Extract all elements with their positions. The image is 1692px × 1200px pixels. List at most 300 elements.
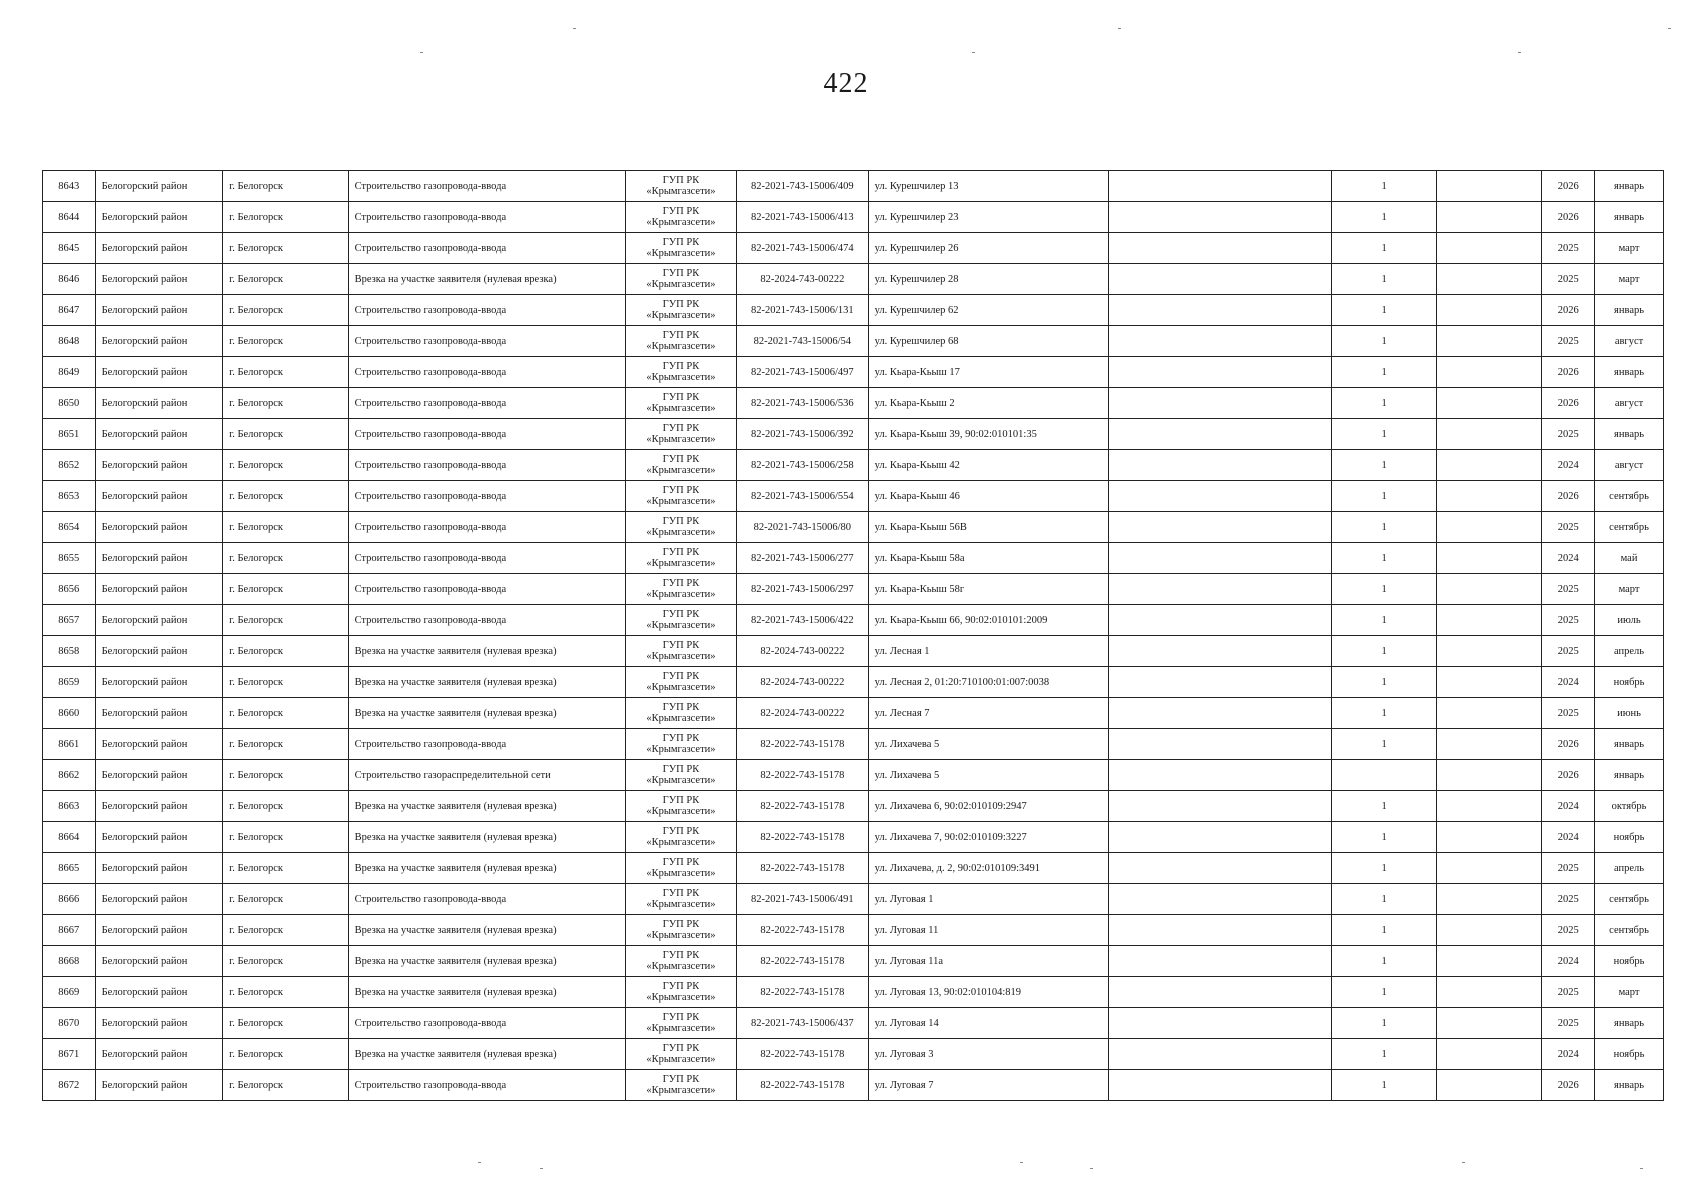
empty-cell [1109, 233, 1332, 264]
organization-name: ГУП РК [662, 516, 700, 527]
work-type-cell: Строительство газопровода-ввода [348, 574, 625, 605]
empty-cell [1437, 326, 1542, 357]
year-cell: 2025 [1542, 636, 1595, 667]
organization-brand: «Крымгазсети» [646, 713, 716, 724]
organization-name: ГУП РК [662, 206, 700, 217]
row-number-cell: 8672 [43, 1070, 96, 1101]
year-cell: 2025 [1542, 605, 1595, 636]
empty-cell [1109, 791, 1332, 822]
organization-cell [625, 574, 736, 605]
district-cell: Белогорский район [95, 419, 222, 450]
address-cell: ул. Кьара-Кьыш 58а [868, 543, 1109, 574]
address-cell: ул. Луговая 13, 90:02:010104:819 [868, 977, 1109, 1008]
city-cell: г. Белогорск [223, 419, 348, 450]
organization-brand: «Крымгазсети» [646, 434, 716, 445]
year-cell: 2026 [1542, 171, 1595, 202]
city-cell: г. Белогорск [223, 171, 348, 202]
quantity-cell: 1 [1332, 512, 1437, 543]
organization-cell [625, 357, 736, 388]
quantity-cell: 1 [1332, 1039, 1437, 1070]
district-cell: Белогорский район [95, 388, 222, 419]
city-cell: г. Белогорск [223, 1008, 348, 1039]
district-cell: Белогорский район [95, 512, 222, 543]
quantity-cell: 1 [1332, 574, 1437, 605]
district-cell: Белогорский район [95, 574, 222, 605]
quantity-cell: 1 [1332, 419, 1437, 450]
organization-name: ГУП РК [662, 950, 700, 961]
empty-cell [1437, 884, 1542, 915]
year-cell: 2026 [1542, 202, 1595, 233]
tech-conditions-code-cell: 82-2022-743-15178 [737, 915, 869, 946]
organization-cell [625, 977, 736, 1008]
organization-name: ГУП РК [662, 237, 700, 248]
table-row [43, 915, 1664, 946]
month-cell: сентябрь [1595, 481, 1664, 512]
city-cell: г. Белогорск [223, 512, 348, 543]
tech-conditions-code-cell: 82-2024-743-00222 [737, 698, 869, 729]
work-type-cell: Строительство газопровода-ввода [348, 202, 625, 233]
organization-name: ГУП РК [662, 981, 700, 992]
year-cell: 2025 [1542, 1008, 1595, 1039]
tech-conditions-code-cell: 82-2021-743-15006/409 [737, 171, 869, 202]
quantity-cell: 1 [1332, 357, 1437, 388]
tech-conditions-code-cell: 82-2021-743-15006/80 [737, 512, 869, 543]
organization-brand: «Крымгазсети» [646, 527, 716, 538]
work-type-cell: Врезка на участке заявителя (нулевая врезка) [348, 667, 625, 698]
tech-conditions-code-cell: 82-2021-743-15006/497 [737, 357, 869, 388]
empty-cell [1437, 481, 1542, 512]
tech-conditions-code-cell: 82-2021-743-15006/131 [737, 295, 869, 326]
tech-conditions-code-cell: 82-2021-743-15006/297 [737, 574, 869, 605]
empty-cell [1109, 1039, 1332, 1070]
empty-cell [1437, 946, 1542, 977]
table-row [43, 760, 1664, 791]
tech-conditions-code-cell: 82-2024-743-00222 [737, 264, 869, 295]
district-cell: Белогорский район [95, 171, 222, 202]
district-cell: Белогорский район [95, 1070, 222, 1101]
organization-cell [625, 388, 736, 419]
district-cell: Белогорский район [95, 884, 222, 915]
table-row [43, 605, 1664, 636]
organization-brand: «Крымгазсети» [646, 899, 716, 910]
address-cell: ул. Курешчилер 26 [868, 233, 1109, 264]
address-cell: ул. Кьара-Кьыш 2 [868, 388, 1109, 419]
row-number-cell: 8647 [43, 295, 96, 326]
empty-cell [1109, 1070, 1332, 1101]
quantity-cell: 1 [1332, 791, 1437, 822]
organization-cell [625, 512, 736, 543]
organization-cell [625, 1008, 736, 1039]
organization-name: ГУП РК [662, 175, 700, 186]
work-type-cell: Врезка на участке заявителя (нулевая врезка) [348, 915, 625, 946]
organization-brand: «Крымгазсети» [646, 651, 716, 662]
organization-brand: «Крымгазсети» [646, 837, 716, 848]
city-cell: г. Белогорск [223, 326, 348, 357]
quantity-cell: 1 [1332, 605, 1437, 636]
scan-speck [1668, 28, 1671, 29]
empty-cell [1437, 202, 1542, 233]
city-cell: г. Белогорск [223, 729, 348, 760]
organization-name: ГУП РК [662, 578, 700, 589]
row-number-cell: 8658 [43, 636, 96, 667]
month-cell: сентябрь [1595, 512, 1664, 543]
organization-brand: «Крымгазсети» [646, 620, 716, 631]
month-cell: январь [1595, 295, 1664, 326]
organization-name: ГУП РК [662, 361, 700, 372]
address-cell: ул. Кьара-Кьыш 66, 90:02:010101:2009 [868, 605, 1109, 636]
empty-cell [1437, 574, 1542, 605]
year-cell: 2026 [1542, 295, 1595, 326]
quantity-cell: 1 [1332, 388, 1437, 419]
organization-name: ГУП РК [662, 392, 700, 403]
district-cell: Белогорский район [95, 264, 222, 295]
district-cell: Белогорский район [95, 326, 222, 357]
scan-speck [540, 1168, 543, 1169]
work-type-cell: Строительство газопровода-ввода [348, 419, 625, 450]
empty-cell [1437, 1039, 1542, 1070]
organization-brand: «Крымгазсети» [646, 248, 716, 259]
empty-cell [1109, 450, 1332, 481]
scan-speck [1518, 52, 1521, 53]
empty-cell [1437, 357, 1542, 388]
tech-conditions-code-cell: 82-2022-743-15178 [737, 946, 869, 977]
row-number-cell: 8664 [43, 822, 96, 853]
work-type-cell: Врезка на участке заявителя (нулевая врезка) [348, 853, 625, 884]
empty-cell [1437, 295, 1542, 326]
year-cell: 2025 [1542, 233, 1595, 264]
city-cell: г. Белогорск [223, 977, 348, 1008]
tech-conditions-code-cell: 82-2021-743-15006/536 [737, 388, 869, 419]
city-cell: г. Белогорск [223, 946, 348, 977]
organization-cell [625, 853, 736, 884]
table-row [43, 791, 1664, 822]
organization-cell [625, 636, 736, 667]
month-cell: ноябрь [1595, 1039, 1664, 1070]
organization-brand: «Крымгазсети» [646, 496, 716, 507]
district-cell: Белогорский район [95, 853, 222, 884]
year-cell: 2026 [1542, 729, 1595, 760]
district-cell: Белогорский район [95, 822, 222, 853]
empty-cell [1109, 915, 1332, 946]
month-cell: январь [1595, 760, 1664, 791]
quantity-cell: 1 [1332, 946, 1437, 977]
empty-cell [1437, 915, 1542, 946]
table-row [43, 295, 1664, 326]
empty-cell [1437, 543, 1542, 574]
city-cell: г. Белогорск [223, 760, 348, 791]
quantity-cell: 1 [1332, 667, 1437, 698]
organization-name: ГУП РК [662, 330, 700, 341]
row-number-cell: 8660 [43, 698, 96, 729]
table-row [43, 636, 1664, 667]
organization-cell [625, 171, 736, 202]
address-cell: ул. Лесная 1 [868, 636, 1109, 667]
empty-cell [1109, 698, 1332, 729]
empty-cell [1109, 760, 1332, 791]
month-cell: сентябрь [1595, 915, 1664, 946]
empty-cell [1109, 822, 1332, 853]
row-number-cell: 8668 [43, 946, 96, 977]
table-row [43, 853, 1664, 884]
work-type-cell: Строительство газораспределительной сети [348, 760, 625, 791]
organization-cell [625, 543, 736, 574]
quantity-cell: 1 [1332, 884, 1437, 915]
organization-name: ГУП РК [662, 640, 700, 651]
table-row [43, 946, 1664, 977]
organization-name: ГУП РК [662, 547, 700, 558]
month-cell: июль [1595, 605, 1664, 636]
organization-name: ГУП РК [662, 764, 700, 775]
year-cell: 2025 [1542, 977, 1595, 1008]
work-type-cell: Строительство газопровода-ввода [348, 1070, 625, 1101]
city-cell: г. Белогорск [223, 388, 348, 419]
row-number-cell: 8663 [43, 791, 96, 822]
empty-cell [1437, 264, 1542, 295]
district-cell: Белогорский район [95, 543, 222, 574]
empty-cell [1109, 1008, 1332, 1039]
row-number-cell: 8650 [43, 388, 96, 419]
organization-cell [625, 667, 736, 698]
work-type-cell: Строительство газопровода-ввода [348, 326, 625, 357]
organization-brand: «Крымгазсети» [646, 682, 716, 693]
table-row [43, 233, 1664, 264]
city-cell: г. Белогорск [223, 543, 348, 574]
district-cell: Белогорский район [95, 667, 222, 698]
organization-cell [625, 450, 736, 481]
month-cell: март [1595, 977, 1664, 1008]
tech-conditions-code-cell: 82-2021-743-15006/392 [737, 419, 869, 450]
empty-cell [1437, 605, 1542, 636]
organization-brand: «Крымгазсети» [646, 930, 716, 941]
empty-cell [1109, 667, 1332, 698]
organization-cell [625, 822, 736, 853]
month-cell: июнь [1595, 698, 1664, 729]
year-cell: 2024 [1542, 946, 1595, 977]
empty-cell [1437, 636, 1542, 667]
empty-cell [1437, 822, 1542, 853]
empty-cell [1437, 388, 1542, 419]
address-cell: ул. Лихачева 6, 90:02:010109:2947 [868, 791, 1109, 822]
scan-speck [1118, 28, 1121, 29]
month-cell: март [1595, 233, 1664, 264]
city-cell: г. Белогорск [223, 264, 348, 295]
organization-cell [625, 481, 736, 512]
organization-brand: «Крымгазсети» [646, 1023, 716, 1034]
work-type-cell: Строительство газопровода-ввода [348, 481, 625, 512]
empty-cell [1437, 233, 1542, 264]
month-cell: ноябрь [1595, 822, 1664, 853]
organization-cell [625, 884, 736, 915]
organization-brand: «Крымгазсети» [646, 310, 716, 321]
district-cell: Белогорский район [95, 1008, 222, 1039]
row-number-cell: 8657 [43, 605, 96, 636]
row-number-cell: 8653 [43, 481, 96, 512]
city-cell: г. Белогорск [223, 698, 348, 729]
scan-speck [1462, 1162, 1465, 1163]
quantity-cell: 1 [1332, 1070, 1437, 1101]
empty-cell [1109, 946, 1332, 977]
work-type-cell: Строительство газопровода-ввода [348, 450, 625, 481]
quantity-cell: 1 [1332, 636, 1437, 667]
table-row [43, 822, 1664, 853]
address-cell: ул. Курешчилер 28 [868, 264, 1109, 295]
empty-cell [1437, 667, 1542, 698]
empty-cell [1437, 853, 1542, 884]
empty-cell [1109, 853, 1332, 884]
organization-brand: «Крымгазсети» [646, 279, 716, 290]
scan-speck [1020, 1162, 1023, 1163]
table-row [43, 388, 1664, 419]
district-cell: Белогорский район [95, 915, 222, 946]
tech-conditions-code-cell: 82-2022-743-15178 [737, 1070, 869, 1101]
work-type-cell: Строительство газопровода-ввода [348, 543, 625, 574]
year-cell: 2026 [1542, 760, 1595, 791]
organization-cell [625, 202, 736, 233]
row-number-cell: 8646 [43, 264, 96, 295]
tech-conditions-code-cell: 82-2022-743-15178 [737, 853, 869, 884]
year-cell: 2025 [1542, 698, 1595, 729]
organization-cell [625, 729, 736, 760]
table-row [43, 543, 1664, 574]
district-cell: Белогорский район [95, 760, 222, 791]
empty-cell [1109, 481, 1332, 512]
work-type-cell: Врезка на участке заявителя (нулевая врезка) [348, 946, 625, 977]
organization-name: ГУП РК [662, 919, 700, 930]
city-cell: г. Белогорск [223, 884, 348, 915]
table-row [43, 1070, 1664, 1101]
table-row [43, 202, 1664, 233]
organization-name: ГУП РК [662, 826, 700, 837]
empty-cell [1437, 791, 1542, 822]
address-cell: ул. Луговая 3 [868, 1039, 1109, 1070]
empty-cell [1109, 295, 1332, 326]
organization-name: ГУП РК [662, 299, 700, 310]
month-cell: март [1595, 574, 1664, 605]
row-number-cell: 8649 [43, 357, 96, 388]
table-row [43, 977, 1664, 1008]
tech-conditions-code-cell: 82-2021-743-15006/437 [737, 1008, 869, 1039]
district-cell: Белогорский район [95, 357, 222, 388]
year-cell: 2024 [1542, 822, 1595, 853]
work-type-cell: Строительство газопровода-ввода [348, 729, 625, 760]
table-row [43, 884, 1664, 915]
city-cell: г. Белогорск [223, 450, 348, 481]
organization-name: ГУП РК [662, 423, 700, 434]
district-cell: Белогорский район [95, 481, 222, 512]
year-cell: 2025 [1542, 853, 1595, 884]
city-cell: г. Белогорск [223, 481, 348, 512]
table-row [43, 171, 1664, 202]
city-cell: г. Белогорск [223, 295, 348, 326]
year-cell: 2026 [1542, 388, 1595, 419]
row-number-cell: 8662 [43, 760, 96, 791]
empty-cell [1437, 698, 1542, 729]
tech-conditions-code-cell: 82-2021-743-15006/491 [737, 884, 869, 915]
row-number-cell: 8671 [43, 1039, 96, 1070]
address-cell: ул. Луговая 11а [868, 946, 1109, 977]
scan-speck [573, 28, 576, 29]
month-cell: январь [1595, 1008, 1664, 1039]
address-cell: ул. Лихачева 5 [868, 760, 1109, 791]
month-cell: март [1595, 264, 1664, 295]
city-cell: г. Белогорск [223, 605, 348, 636]
table-row [43, 264, 1664, 295]
table-row [43, 481, 1664, 512]
address-cell: ул. Курешчилер 13 [868, 171, 1109, 202]
table-row [43, 1039, 1664, 1070]
work-type-cell: Строительство газопровода-ввода [348, 884, 625, 915]
quantity-cell: 1 [1332, 233, 1437, 264]
row-number-cell: 8643 [43, 171, 96, 202]
page-number: 422 [823, 68, 869, 99]
row-number-cell: 8667 [43, 915, 96, 946]
row-number-cell: 8665 [43, 853, 96, 884]
organization-cell [625, 946, 736, 977]
address-cell: ул. Лихачева, д. 2, 90:02:010109:3491 [868, 853, 1109, 884]
organization-name: ГУП РК [662, 485, 700, 496]
organization-name: ГУП РК [662, 795, 700, 806]
year-cell: 2026 [1542, 481, 1595, 512]
tech-conditions-code-cell: 82-2021-743-15006/422 [737, 605, 869, 636]
organization-cell [625, 1039, 736, 1070]
year-cell: 2024 [1542, 543, 1595, 574]
quantity-cell: 1 [1332, 822, 1437, 853]
scan-speck [1640, 1168, 1643, 1169]
empty-cell [1109, 419, 1332, 450]
empty-cell [1437, 977, 1542, 1008]
month-cell: январь [1595, 357, 1664, 388]
table-row [43, 419, 1664, 450]
quantity-cell: 1 [1332, 853, 1437, 884]
organization-cell [625, 233, 736, 264]
table-row [43, 729, 1664, 760]
city-cell: г. Белогорск [223, 357, 348, 388]
tech-conditions-code-cell: 82-2021-743-15006/413 [737, 202, 869, 233]
registry-body [43, 171, 1664, 1101]
empty-cell [1109, 512, 1332, 543]
quantity-cell: 1 [1332, 171, 1437, 202]
empty-cell [1437, 171, 1542, 202]
organization-brand: «Крымгазсети» [646, 806, 716, 817]
district-cell: Белогорский район [95, 295, 222, 326]
month-cell: май [1595, 543, 1664, 574]
address-cell: ул. Кьара-Кьыш 46 [868, 481, 1109, 512]
city-cell: г. Белогорск [223, 574, 348, 605]
scan-speck [1090, 1168, 1093, 1169]
organization-name: ГУП РК [662, 609, 700, 620]
address-cell: ул. Кьара-Кьыш 42 [868, 450, 1109, 481]
organization-cell [625, 791, 736, 822]
district-cell: Белогорский район [95, 1039, 222, 1070]
empty-cell [1437, 419, 1542, 450]
quantity-cell: 1 [1332, 481, 1437, 512]
month-cell: апрель [1595, 636, 1664, 667]
empty-cell [1109, 388, 1332, 419]
table-row [43, 326, 1664, 357]
tech-conditions-code-cell: 82-2021-743-15006/554 [737, 481, 869, 512]
quantity-cell: 1 [1332, 264, 1437, 295]
organization-cell [625, 760, 736, 791]
city-cell: г. Белогорск [223, 202, 348, 233]
organization-brand: «Крымгазсети» [646, 775, 716, 786]
organization-cell [625, 419, 736, 450]
empty-cell [1109, 326, 1332, 357]
tech-conditions-code-cell: 82-2021-743-15006/474 [737, 233, 869, 264]
address-cell: ул. Кьара-Кьыш 58г [868, 574, 1109, 605]
organization-brand: «Крымгазсети» [646, 589, 716, 600]
row-number-cell: 8654 [43, 512, 96, 543]
organization-name: ГУП РК [662, 454, 700, 465]
